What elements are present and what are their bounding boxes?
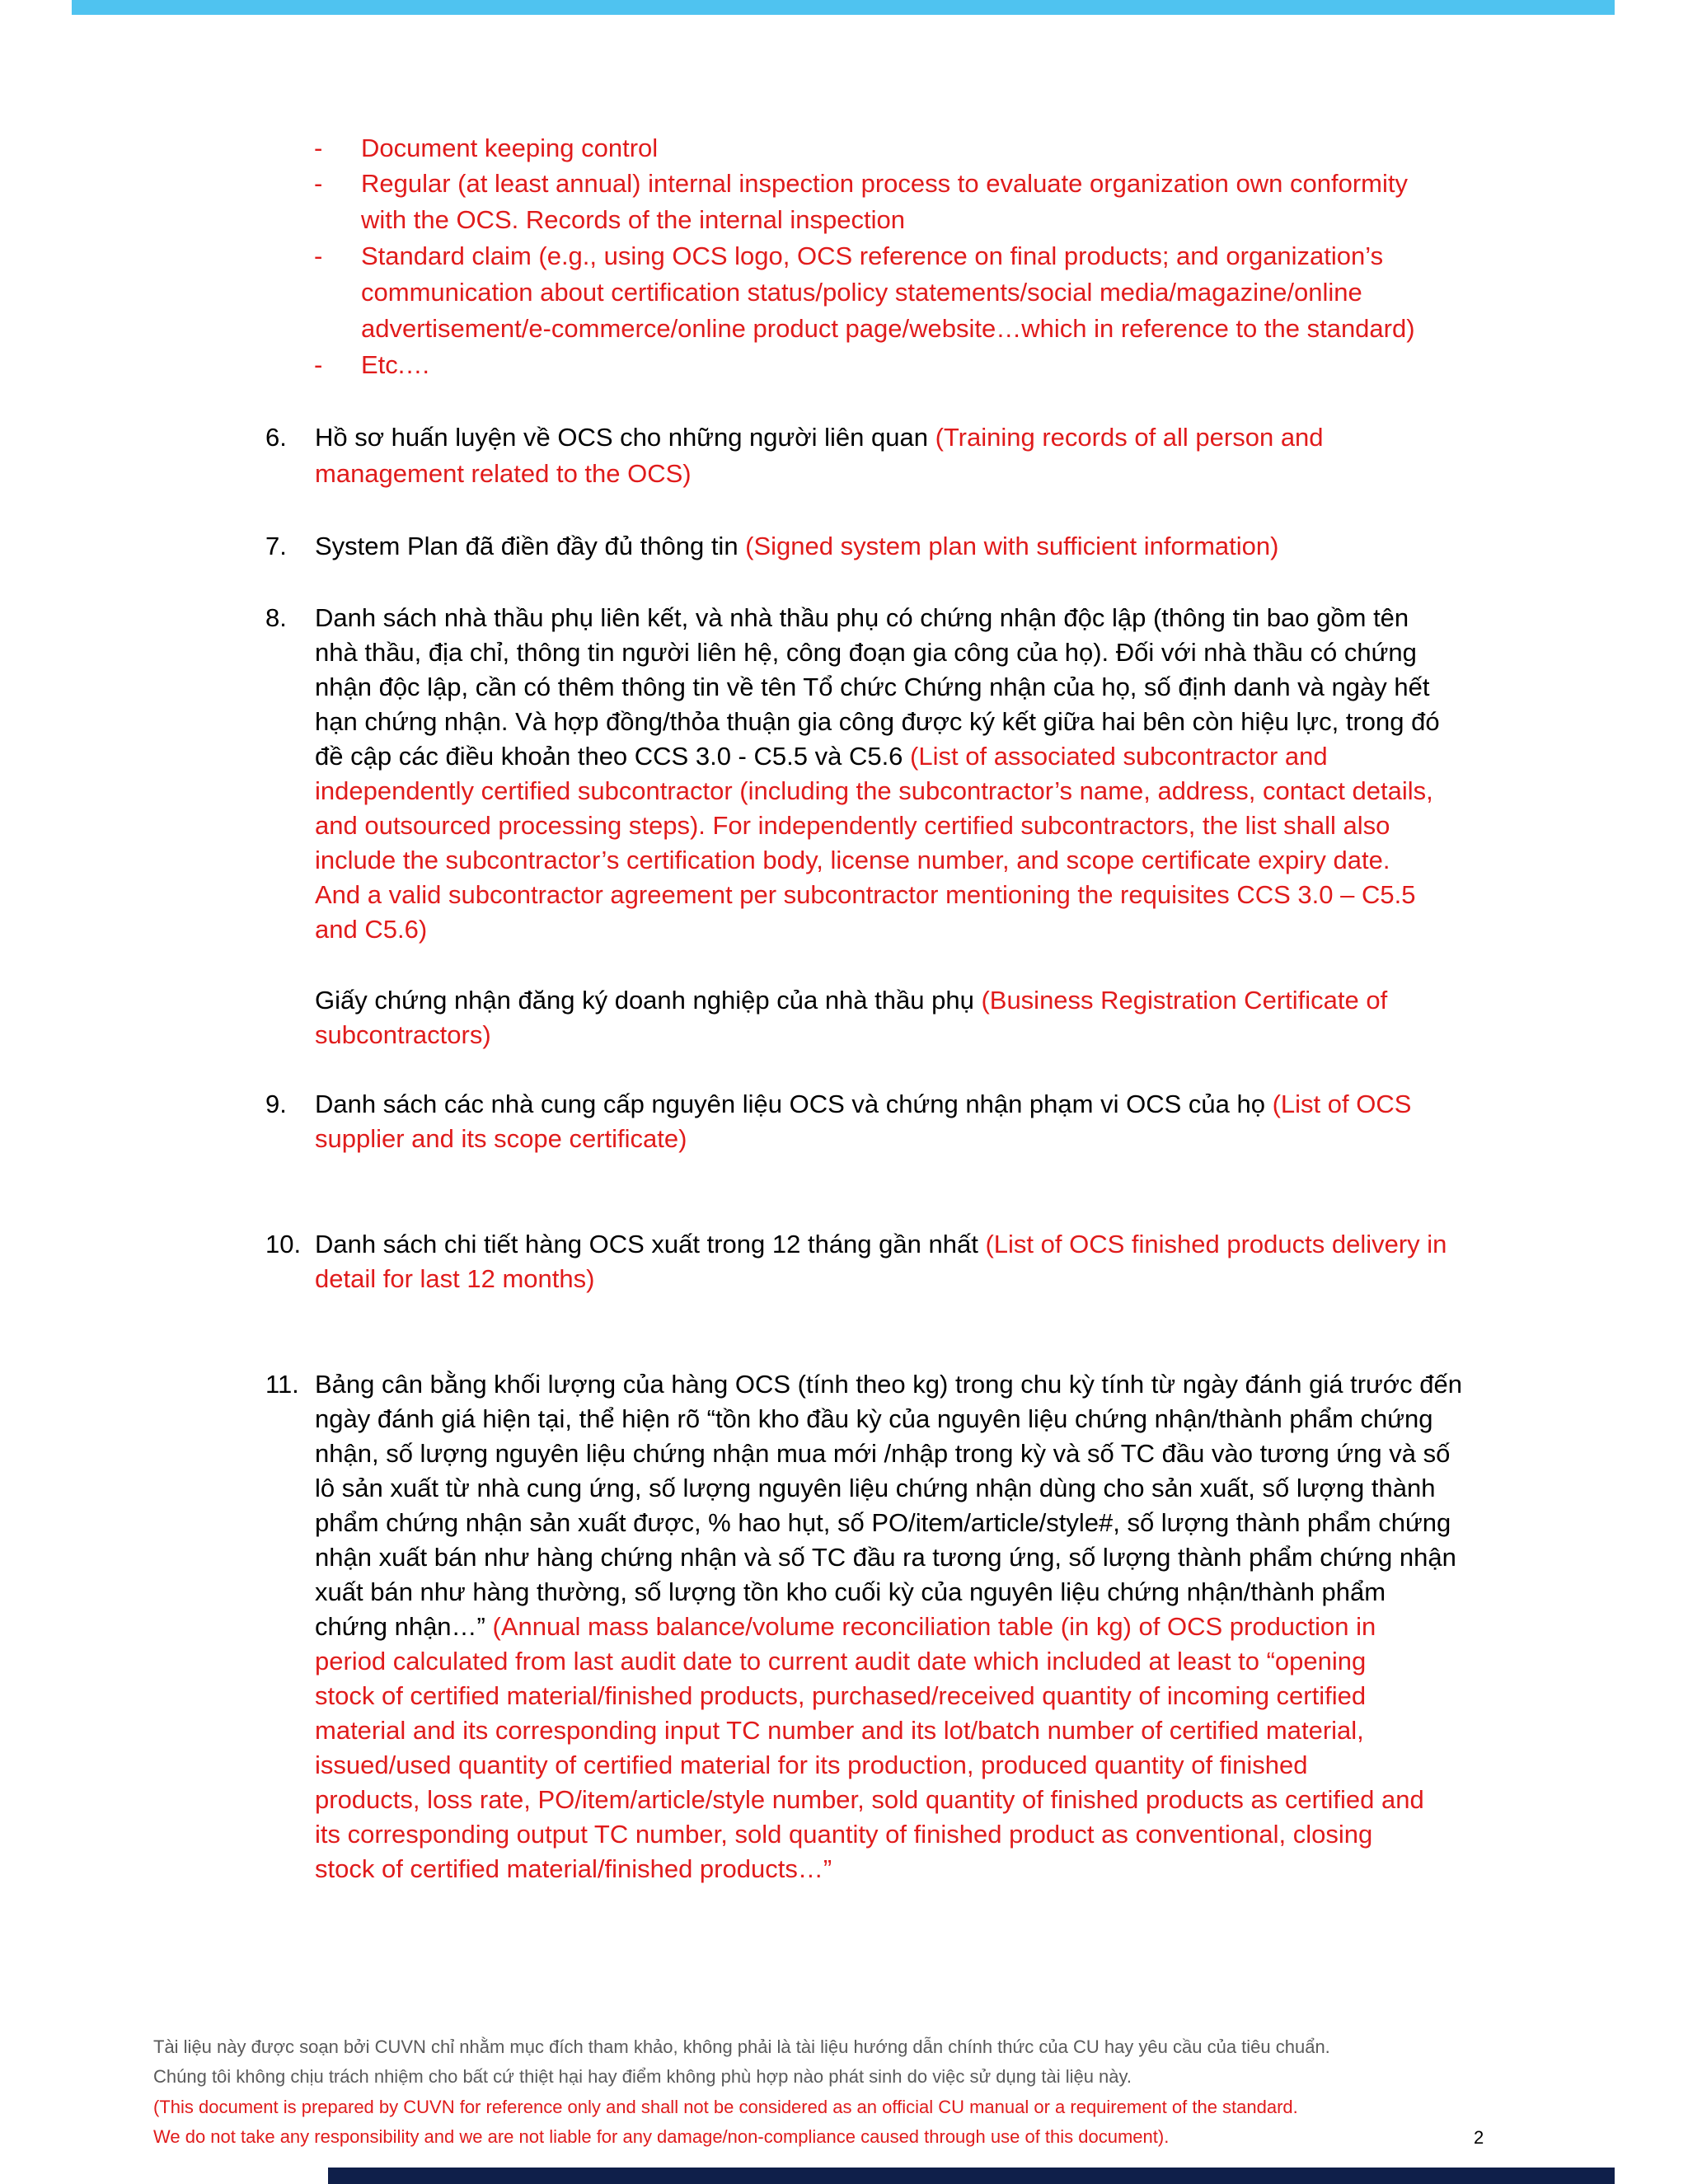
item-text-en: detail for last 12 months) xyxy=(315,1264,595,1293)
item-text-en: and outsourced processing steps). For independently certified subcontractors, the list shall also xyxy=(315,811,1390,840)
item-text-en: include the subcontractor’s certification body, license number, and scope certificate expiry date. xyxy=(315,846,1390,874)
item-text xyxy=(315,1610,1376,1644)
item-text-vi: lô sản xuất từ nhà cung ứng, số lượng nguyên liệu chứng nhận dùng cho sản xuất, số lượng thành xyxy=(315,1474,1436,1502)
item-text-vi: nhận xuất bán như hàng chứng nhận và số TC đầu ra tương ứng, số lượng thành phẩm chứng nhận xyxy=(315,1543,1456,1572)
bullet-text: Etc.… xyxy=(361,350,431,379)
item-text-en: (List of OCS finished products delivery in xyxy=(985,1230,1447,1258)
item-text-en: stock of certified material/finished products, purchased/received quantity of incoming certified xyxy=(315,1681,1367,1710)
item-text-vi: Danh sách các nhà cung cấp nguyên liệu OCS và chứng nhận phạm vi OCS của họ xyxy=(315,1090,1273,1118)
item-text-vi: nhận, số lượng nguyên liệu chứng nhận mua mới /nhập trong kỳ và số TC đầu vào tương ứng và số xyxy=(315,1439,1451,1468)
bullet-text: Document keeping control xyxy=(361,134,659,162)
item-text xyxy=(315,420,1324,455)
item-text-vi: phẩm chứng nhận sản xuất được, % hao hụt, số PO/item/article/style#, số lượng thành phẩm chứng xyxy=(315,1508,1451,1537)
item-text-vi: hạn chứng nhận. Và hợp đồng/thỏa thuận gia công được ký kết giữa hai bên còn hiệu lực, trong đó xyxy=(315,707,1440,736)
item-number: 10. xyxy=(265,1230,302,1258)
item-text-vi: chứng nhận…” xyxy=(315,1612,493,1641)
item-text-en: period calculated from last audit date to current audit date which included at least to “opening xyxy=(315,1647,1367,1675)
item-text-en: subcontractors) xyxy=(315,1020,491,1049)
item-text-en: (List of associated subcontractor and xyxy=(910,742,1328,771)
bullet-text: advertisement/e-commerce/online product page/website…which in reference to the standard) xyxy=(361,314,1415,343)
item-text-vi: Bảng cân bằng khối lượng của hàng OCS (tính theo kg) trong chu kỳ tính từ ngày đánh giá trước đến xyxy=(315,1370,1462,1399)
item-text-vi: Danh sách nhà thầu phụ liên kết, và nhà thầu phụ có chứng nhận độc lập (thông tin bao gồm tên xyxy=(315,603,1409,632)
item-text-en: (List of OCS xyxy=(1272,1090,1412,1118)
item-text-en: issued/used quantity of certified material for its production, produced quantity of finished xyxy=(315,1750,1308,1779)
item-text-vi: đề cập các điều khoản theo CCS 3.0 - C5.5 và C5.6 xyxy=(315,742,911,771)
item-text-vi: Giấy chứng nhận đăng ký doanh nghiệp của nhà thầu phụ xyxy=(315,986,982,1015)
item-text-vi: System Plan đã điền đầy đủ thông tin xyxy=(315,532,746,560)
bullet-text: with the OCS. Records of the internal inspection xyxy=(361,205,905,234)
footer-disclaimer-en: We do not take any responsibility and we are not liable for any damage/non-compliance caused through use of this document). xyxy=(153,2126,1170,2147)
bullet-text: Regular (at least annual) internal inspection process to evaluate organization own conformity xyxy=(361,169,1408,198)
item-text-vi: nhà thầu, địa chỉ, thông tin người liên hệ, công đoạn gia công của họ). Đối với nhà thầu có chứng xyxy=(315,638,1417,667)
item-subparagraph xyxy=(315,983,1387,1018)
bullet-marker: - xyxy=(314,241,323,270)
item-text-en: And a valid subcontractor agreement per subcontractor mentioning the requisites CCS 3.0 – C5.5 xyxy=(315,880,1416,909)
item-text-en: its corresponding output TC number, sold quantity of finished product as conventional, closing xyxy=(315,1820,1373,1849)
footer-disclaimer-en: (This document is prepared by CUVN for reference only and shall not be considered as an official CU manual or a requirement of the standard. xyxy=(153,2097,1298,2117)
item-text-en: products, loss rate, PO/item/article/style number, sold quantity of finished products as certified and xyxy=(315,1785,1424,1814)
item-text-vi: Hồ sơ huấn luyện về OCS cho những người liên quan xyxy=(315,423,935,452)
footer-disclaimer-vi: Tài liệu này được soạn bởi CUVN chỉ nhằm mục đích tham khảo, không phải là tài liệu hướng dẫn chính thức của CU hay yêu cầu của tiêu chuẩn. xyxy=(153,2036,1330,2057)
item-text-en: independently certified subcontractor (including the subcontractor’s name, address, contact details, xyxy=(315,776,1433,805)
item-text-vi: ngày đánh giá hiện tại, thể hiện rõ “tồn kho đầu kỳ của nguyên liệu chứng nhận/thành phẩm chứng xyxy=(315,1404,1433,1433)
item-text-vi: xuất bán như hàng thường, số lượng tồn kho cuối kỳ của nguyên liệu chứng nhận/thành phẩm xyxy=(315,1577,1386,1606)
item-text-en: (Business Registration Certificate of xyxy=(981,986,1388,1015)
item-text xyxy=(315,739,1328,774)
footer-disclaimer-vi: Chúng tôi không chịu trách nhiệm cho bất cứ thiệt hại hay điểm không phù hợp nào phát sinh do việc sử dụng tài liệu này. xyxy=(153,2066,1132,2087)
item-text-en: (Annual mass balance/volume reconciliation table (in kg) of OCS production in xyxy=(492,1612,1376,1641)
bullet-text: Standard claim (e.g., using OCS logo, OCS reference on final products; and organization’s xyxy=(361,241,1384,270)
item-text-vi: nhận độc lập, cần có thêm thông tin về tên Tổ chức Chứng nhận của họ, số định danh và ngày hết xyxy=(315,673,1430,701)
item-text-en: material and its corresponding input TC number and its lot/batch number of certified material, xyxy=(315,1716,1364,1745)
item-text-en: (Signed system plan with sufficient information) xyxy=(745,532,1279,560)
bullet-marker: - xyxy=(314,169,323,198)
item-text-en: supplier and its scope certificate) xyxy=(315,1124,687,1153)
item-text-en: management related to the OCS) xyxy=(315,459,692,488)
item-number: 7. xyxy=(265,532,287,560)
item-number: 8. xyxy=(265,603,287,632)
item-number: 11. xyxy=(265,1370,299,1399)
footer-accent-bar xyxy=(328,2168,1615,2184)
item-number: 6. xyxy=(265,423,287,452)
item-text xyxy=(315,1227,1447,1262)
bullet-marker: - xyxy=(314,134,323,162)
bullet-marker: - xyxy=(314,350,323,379)
item-text xyxy=(315,1087,1411,1122)
page-number: 2 xyxy=(1474,2127,1484,2148)
item-number: 9. xyxy=(265,1090,287,1118)
item-text-en: stock of certified material/finished products…” xyxy=(315,1854,832,1883)
item-text-en: (Training records of all person and xyxy=(935,423,1324,452)
item-text-vi: Danh sách chi tiết hàng OCS xuất trong 12 tháng gần nhất xyxy=(315,1230,986,1258)
item-text-en: and C5.6) xyxy=(315,915,428,944)
bullet-text: communication about certification status/policy statements/social media/magazine/online xyxy=(361,278,1362,307)
item-text xyxy=(315,529,1278,564)
